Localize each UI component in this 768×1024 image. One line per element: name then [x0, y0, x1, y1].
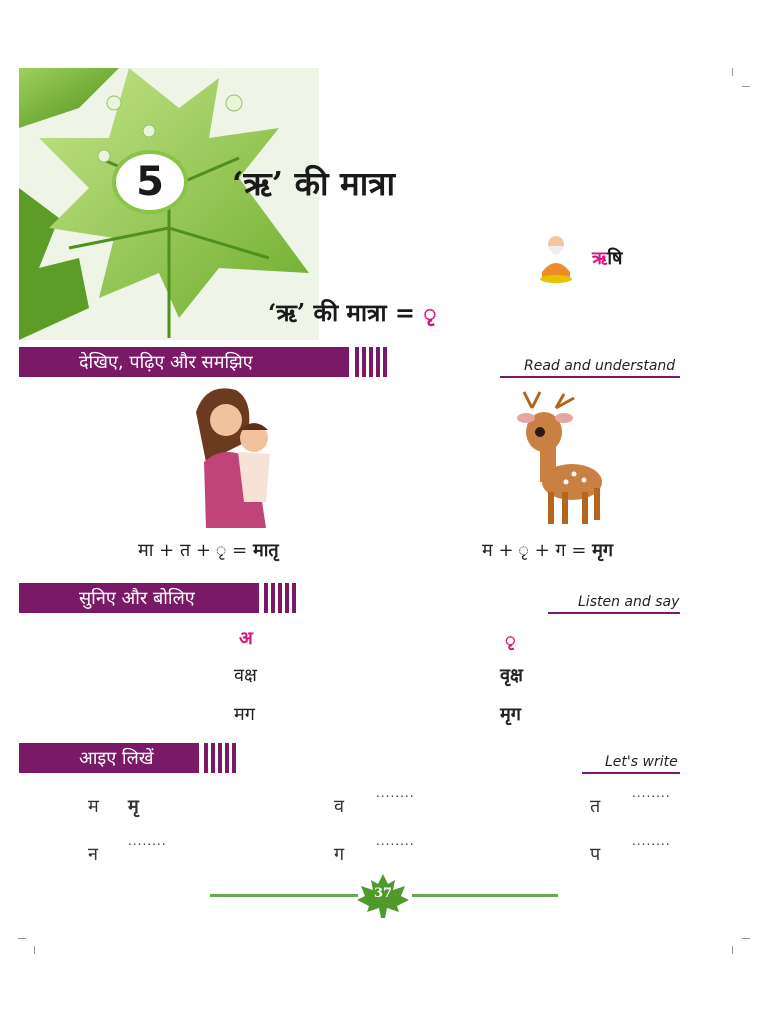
rishi-rest: षि [607, 248, 623, 269]
write-answer: मृ [128, 796, 139, 817]
listen-word: वृक्ष [500, 665, 523, 686]
equation-maatri [138, 538, 279, 562]
section-english-write: Let's write [605, 754, 678, 770]
matra-label: ‘ऋ’ की मात्रा = [268, 298, 416, 327]
english-underline-read [500, 376, 680, 378]
footer-line-left [210, 894, 358, 897]
footer-line-right [412, 894, 558, 897]
rishi-highlight: ऋ [592, 248, 608, 269]
chapter-number: 5 [112, 150, 188, 214]
write-letter: ग [334, 844, 345, 865]
page-number-badge [355, 872, 411, 920]
write-letter: प [590, 844, 601, 865]
section-banner-read [19, 347, 349, 377]
write-blank[interactable]: ........ [128, 834, 167, 848]
listen-word: मृग [500, 704, 521, 725]
deer-illustration [514, 388, 612, 528]
write-letter: त [590, 796, 601, 817]
banner-bars-read [355, 347, 387, 377]
listen-word: वक्ष [234, 665, 257, 686]
sage-illustration [536, 232, 576, 284]
equation-mrig-result: मृग [592, 540, 614, 561]
crop-mark-bottom-right [732, 946, 733, 954]
equation-mrig [482, 538, 613, 562]
write-blank[interactable]: ........ [632, 834, 671, 848]
equation-mrig-lhs: म + ृ + ग = [482, 540, 587, 561]
write-blank[interactable]: ........ [376, 786, 415, 800]
matra-definition [268, 296, 436, 329]
page-number: 37 [373, 886, 393, 901]
write-letter: म [88, 796, 99, 817]
chapter-title: ‘ऋ’ की मात्रा [232, 164, 396, 203]
listen-word: मग [234, 704, 255, 725]
matra-symbol: ृ [423, 301, 437, 327]
equation-maatri-lhs: मा + त + ृ = [138, 540, 248, 561]
crop-mark-bottom-left-h [18, 938, 26, 939]
example-word-rishi [592, 246, 622, 270]
section-banner-listen [19, 583, 259, 613]
crop-mark-top-right [732, 68, 733, 76]
english-underline-write [582, 772, 680, 774]
write-blank[interactable]: ........ [632, 786, 671, 800]
section-english-read: Read and understand [524, 358, 676, 374]
write-letter: न [88, 844, 98, 865]
section-title-listen: सुनिए और बोलिए [79, 588, 195, 609]
crop-mark-bottom-left [34, 946, 35, 954]
english-underline-listen [548, 612, 680, 614]
section-english-listen: Listen and say [578, 594, 680, 610]
banner-bars-listen [264, 583, 296, 613]
mother-child-illustration [186, 382, 276, 528]
equation-maatri-result: मातृ [252, 540, 279, 561]
section-title-read: देखिए, पढ़िए और समझिए [79, 352, 253, 373]
section-title-write: आइए लिखें [79, 748, 154, 769]
listen-col2-header: ृ [505, 630, 516, 651]
listen-col1-header: अ [239, 628, 253, 649]
banner-bars-write [204, 743, 236, 773]
crop-mark-bottom-right-h [742, 938, 750, 939]
write-letter: व [334, 796, 345, 817]
crop-mark-top-right-h [742, 86, 750, 87]
write-blank[interactable]: ........ [376, 834, 415, 848]
section-banner-write [19, 743, 199, 773]
